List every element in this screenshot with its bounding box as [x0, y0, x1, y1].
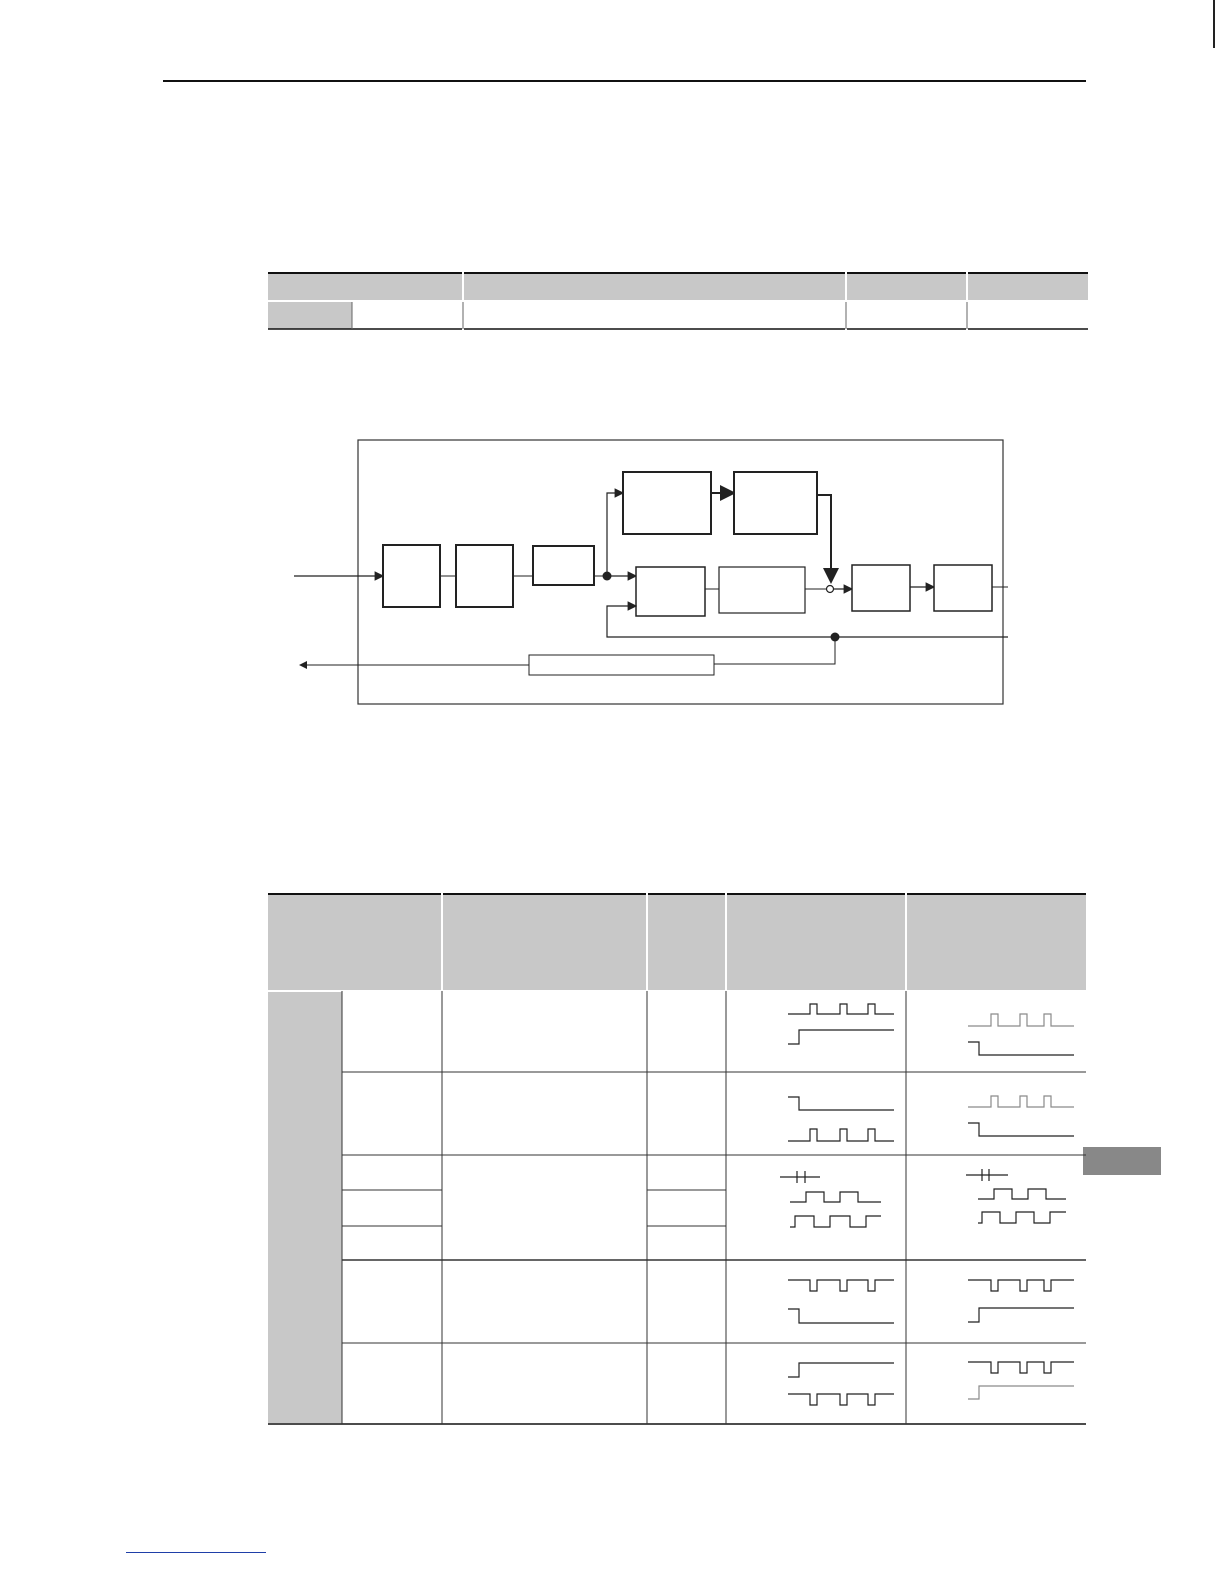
param-label-cell — [268, 302, 352, 329]
chapter-tab[interactable] — [1083, 1147, 1161, 1175]
diagram-block — [533, 546, 594, 585]
parameter-table — [268, 272, 1088, 330]
pulse-group-cell — [268, 990, 342, 1423]
page-edge-mark — [1213, 0, 1215, 48]
waveform-row-1 — [788, 1004, 1074, 1055]
control-block-diagram — [288, 438, 1008, 708]
waveform-row-3 — [780, 1169, 1066, 1227]
footer-link[interactable] — [126, 1552, 266, 1553]
waveform-row-2 — [788, 1096, 1074, 1141]
summing-junction — [827, 586, 834, 593]
header-rule — [163, 80, 1086, 82]
pulse-output-table — [268, 893, 1086, 1425]
output-block — [529, 655, 714, 675]
diagram-block — [934, 565, 992, 611]
diagram-block — [383, 545, 440, 607]
diagram-block — [734, 472, 817, 534]
diagram-block — [852, 565, 910, 611]
pulse-header-row — [268, 893, 1086, 990]
param-header-row — [268, 272, 1088, 300]
waveform-row-5 — [788, 1362, 1074, 1405]
diagram-block — [719, 567, 805, 613]
diagram-block — [636, 567, 705, 616]
diagram-block — [623, 472, 711, 534]
waveform-row-4 — [788, 1280, 1074, 1323]
diagram-block — [456, 545, 513, 607]
